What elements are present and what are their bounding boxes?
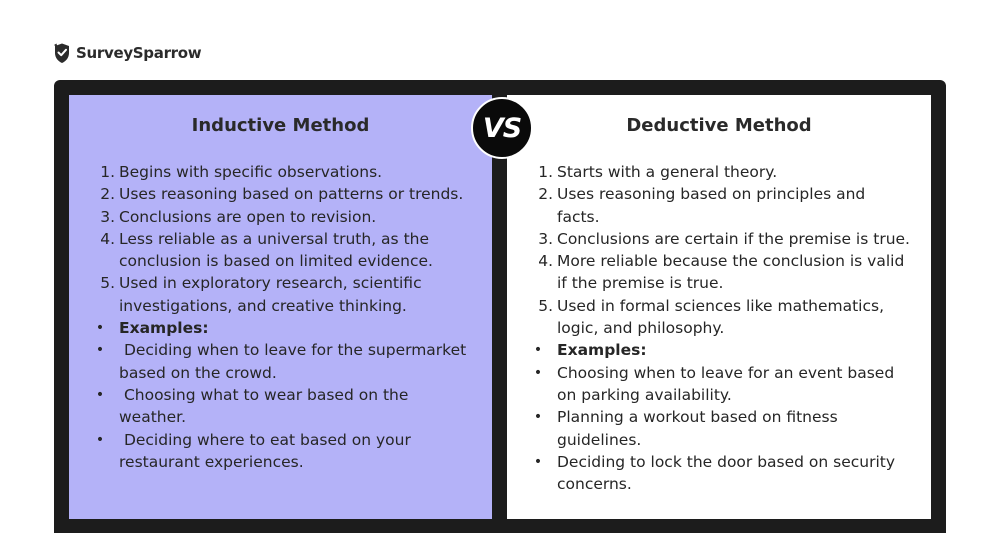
bullet-marker: • xyxy=(533,409,543,426)
brand-name: SurveySparrow xyxy=(76,44,202,62)
list-item xyxy=(533,406,911,451)
deductive-panel xyxy=(507,95,931,519)
deductive-title: Deductive Method xyxy=(626,115,812,136)
list-item-text: Less reliable as a universal truth, as the conclusion is based on limited evidence. xyxy=(119,229,434,271)
bullet-marker: • xyxy=(533,342,543,359)
list-item-text: Deciding to lock the door based on security concerns. xyxy=(557,452,900,494)
list-item xyxy=(100,161,472,183)
list-item-text: Planning a workout based on fitness guidelines. xyxy=(557,408,843,449)
list-item-text: Choosing what to wear based on the weather. xyxy=(119,385,414,427)
list-item xyxy=(100,206,472,228)
list-item-text: Deciding when to leave for the supermarket based on the crowd. xyxy=(119,341,472,382)
number-marker: 4. xyxy=(538,252,553,271)
list-item-text: Used in formal sciences like mathematics, logic, and philosophy. xyxy=(557,296,889,338)
list-item xyxy=(533,339,911,361)
list-item xyxy=(538,295,911,340)
list-item-text: Choosing when to leave for an event based on parking availability. xyxy=(557,363,900,404)
number-marker: 3. xyxy=(100,207,115,226)
sparrow-shield-icon xyxy=(52,42,72,64)
inductive-list xyxy=(95,161,472,473)
number-marker: 4. xyxy=(100,229,115,248)
list-item xyxy=(538,161,911,183)
bullet-marker: • xyxy=(533,364,543,381)
bullet-marker: • xyxy=(95,386,105,403)
list-item-text: Used in exploratory research, scientific investigations, and creative thinking. xyxy=(119,274,427,315)
list-item-text: Uses reasoning based on principles and facts. xyxy=(557,185,871,226)
list-item xyxy=(100,228,472,273)
list-item-text: Begins with specific observations. xyxy=(119,163,383,181)
inductive-panel xyxy=(69,95,492,519)
list-item-text: Starts with a general theory. xyxy=(557,163,778,181)
vs-badge: VS xyxy=(471,97,533,159)
list-item xyxy=(95,384,472,429)
list-item xyxy=(95,429,472,474)
number-marker: 2. xyxy=(538,185,553,204)
list-item-text: Conclusions are certain if the premise is true. xyxy=(557,229,910,248)
brand-logo xyxy=(52,42,201,64)
list-item xyxy=(538,183,911,228)
comparison-frame xyxy=(54,80,946,533)
bullet-marker: • xyxy=(95,431,105,448)
list-item xyxy=(533,362,911,407)
number-marker: 3. xyxy=(538,229,553,248)
list-item-text: Conclusions are open to revision. xyxy=(119,207,377,226)
list-item xyxy=(95,317,472,339)
number-marker: 5. xyxy=(100,274,115,293)
bullet-marker: • xyxy=(95,320,105,337)
number-marker: 2. xyxy=(100,185,115,204)
list-item-text: Examples: xyxy=(557,341,647,360)
list-item xyxy=(538,228,911,250)
list-item xyxy=(95,339,472,384)
number-marker: 1. xyxy=(538,163,553,181)
list-item-text: Deciding where to eat based on your restaurant experiences. xyxy=(119,430,416,471)
list-item xyxy=(538,250,911,295)
bullet-marker: • xyxy=(95,342,105,359)
list-item-text: More reliable because the conclusion is valid if the premise is true. xyxy=(557,252,910,293)
list-item xyxy=(100,183,472,205)
bullet-marker: • xyxy=(533,453,543,470)
number-marker: 5. xyxy=(538,296,553,315)
deductive-list xyxy=(533,161,911,495)
list-item xyxy=(533,451,911,496)
inductive-title: Inductive Method xyxy=(191,115,370,136)
list-item-text: Uses reasoning based on patterns or trends. xyxy=(119,185,464,204)
list-item xyxy=(100,272,472,317)
list-item-text: Examples: xyxy=(119,319,209,338)
number-marker: 1. xyxy=(100,163,115,181)
